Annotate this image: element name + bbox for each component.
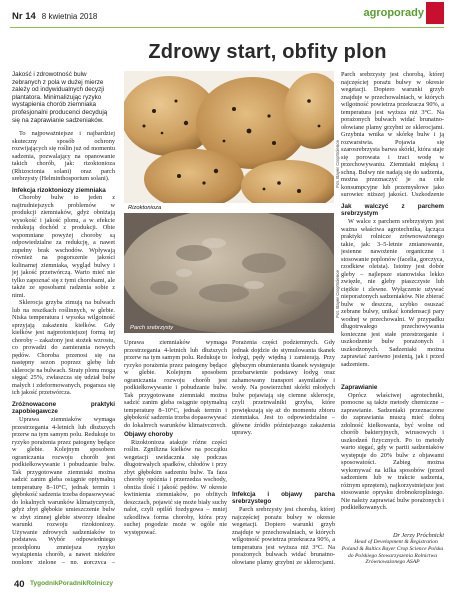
column-3 <box>232 339 335 566</box>
bottom-photo-credit: Fot. Bayer CropScience <box>335 270 340 318</box>
header-divider <box>10 27 444 28</box>
page-footer <box>0 574 454 600</box>
paragraph: Sklerocja grzyba zimują na bulwach lub na resztkach roślinnych, w glebie. Niska temperatura i wysoka wilgotność sprzyjają zakażeniu kiełków. Gdy kiełków jest najprotoniejszej formą tej choroby – zakażony jest stożek wzrostu, co prowadzi do zamierania nowych pędów. Choroba przenosi się na następny sezon poprzez glebę lub sklerocje na bulwach. Straty plonu mogą sięgać 25%, zwłaszcza się udział bulw małych i zdeformowanych, pogarsza się ich jakość przetwórcza. <box>12 299 115 397</box>
issue-number: Nr 14 <box>12 11 36 22</box>
subheading: Jak walczyć z parchem srebrzystym <box>341 203 444 218</box>
paragraph-continued: Parch srebrzysty jest chorobą, której najczęściej porażu bulwy w okresie wegetacji. Dopiero warunki grzyb znajduje w przechowalniach, w których wilgotność powietrza przekracza 90%, a temperatura jest wyższa niż 3°C. Na porażonych bulwach widać brunatno-ołowiane plamy grzybni ze sklerocjami. Grzybnia wnika w skórkę bulw i ją rozwarstwia. Pojawia się szarosrebrzysta barwa skórki, która staje się porowata i traci wodę w przechowywaniu. Ziemniaki miękną i schną. Bulwy nie nadają się do sadzenia, można przeznaczyć je na cele konsumpcyjne lub przemysłowe jako surowiec niższej jakości. Uszkodzenie <box>341 71 444 198</box>
issue-date: 8 kwietnia 2018 <box>41 12 98 21</box>
paragraph-continued: Uprawa ziemniaków wymaga przestrzegania 4-letnich lub dłuższych przerw na tym samym polu. Redukuje to ryzyko porażenia przez patogeny będące w glebie. Kolejnym sposobem ograniczania rozwoju chorób jest podkiełkowywanie i pobudzanie bulw. Tak przygotowane ziemniaki można sadzić zanim gleba osiągnie optymalną temperaturę 8–10°C, jednak termin i głębokość sadzenia trzeba dopasowywać do lokalnych warunków klimatycznych, <box>124 339 227 427</box>
potato-scurf-image <box>124 213 334 333</box>
silver-scurf-photo <box>124 213 334 333</box>
subheading: Zaprawianie <box>341 384 378 392</box>
issue-info <box>12 11 97 22</box>
subheading: Infekcja rizoktoniozy ziemniaka <box>12 186 106 194</box>
page-number: 40 <box>14 579 25 590</box>
paragraph: Uprawa ziemniaków wymaga przestrzegania 4-letnich lub dłuższych przerw na tym samym polu. Redukuje to ryzyko porażenia przez patogeny będące w glebie. Kolejnym sposobem ograniczania rozwoju chorób jest podkiełkowywanie i pobudzanie bulw. Tak przygotowane ziemniaki można sadzić zanim gleba osiągnie optymalną temperaturę 8–10°C, jednak termin i głębokość sadzenia trzeba dopasowywać do lokalnych warunków klimatycznych, gdyż zbyt głębokie umieszczenie bulw w zbyt zimnej glebie stworzy idealne warunki rozwoju rizoktoniozy. Używanie zdrowych sadzeniaków to podstawa. Wybór odpowiedniego przedplonu zmniejsza ryzyko wystąpienia chorób, a nawet niektóre poplony zielone – np. gorczyca – <box>12 416 115 565</box>
section-flag-icon <box>426 2 444 24</box>
article-title: Zdrowy start, obfity plon <box>148 41 387 63</box>
paragraph: Porażenia części podziemnych. Gdy jednak dojdzie do stymulowania tkanek łodygi, pędy więdną i zamierają. Przy głębszym obumieraniu tkanek występuje przebarwienie podstawy łodyg oraz zahamowany transport asymilatów i wody. Na powierzchni skórki młodych bulw pojawiają się ciemne sklerocje, czyli przetrwalniki grzyba, które powiększają się aż do momentu zbioru ziemniaka. Jest to odpowiedzialne – główne źródło późniejszego zakażenia uprawy. <box>232 339 335 436</box>
paragraph: To najpoważniejsze i najbardziej skuteczny sposób ochrony rozwijających się roślin już od momentu sadzenia, pozwalający na opanowanie takich chorób, jak: rizoktonioza (Rhizoctonia solani) oraz parch srebrzysty (Helminthosporium solani). <box>12 130 115 183</box>
page-header <box>0 0 454 34</box>
top-photo-credit: Fot. Bayer CropScience <box>335 140 340 188</box>
paragraph: Choroby bulw to jeden z najtrudniejszych problemów w produkcji ziemniaków, gdyż obniżają wysokość i jakość plonu, a w efekcie redukują dochód z produkcji. Obie wspomniane powyżej choroby są odpowiedzialne za redukcję, a nawet zupełny brak wschodów. Wpływają również na pogorszenie jakości kulinarnej ziemniaka, wygląd bulwy i jej jakość przetwórczą. Warto mieć nie tylko zapoznać się z tymi chorobami, ale także ze sposobami radzenia sobie z nimi. <box>12 194 115 299</box>
potato-image <box>124 71 334 203</box>
subheading: Infekcja i objawy parcha srebrzystego <box>232 491 335 506</box>
bottom-photo-caption: Parch srebrzysty <box>130 325 174 331</box>
column-2 <box>124 339 227 579</box>
author-affiliation: Head of Development & Registration Poland & Baltics Bayer Crop Science Polska do Polskiego Stowarzyszenia Rolnictwa Zrównoważonego ASAP <box>341 539 444 566</box>
paragraph: Parch srebrzysty jest chorobą, której najczęściej porażu bulwy w okresie wegetacji. Dopiero warunki grzyb znajduje w przechowalniach, w których wilgotność powietrza przekracza 90%, a temperatura jest wyższa niż 3°C. Na porażonych bulwach widać brunatno-ołowiane plamy grzybni ze sklerocjami. <box>232 506 335 566</box>
column-4 <box>341 71 444 566</box>
rhizoctonia-photo <box>124 71 334 203</box>
paragraph: Oprócz właściwej agrotechniki, pomocne są także metody chemiczne – zaprawianie. Sadzeniaki przeznaczone do zaprawiania muszą mieć dobrą zdolność kiełkowania, być wolne od chorób bakteryjnych, wirusowych i uszkodzeń fizycznych. Po to metody warto sięgać, gdy w partii sadzeniaków występuje do 20% bulw z objawami sposowatości. Zabieg można wykonywać na kilka sposobów (przed sadzeniem lub w trakcie sadzenia, różnym sprzętem), najkorzystniejsze jest stosowanie oprysku drobnokroplistego. Nie należy zaprawiać bulw porażonych i podkiełkowanych. <box>341 391 444 512</box>
column-1 <box>12 71 115 564</box>
top-photo-caption: Rizoktonioza <box>128 205 162 211</box>
section-brand: agroporady <box>363 7 424 19</box>
subheading: Objawy choroby <box>124 431 173 438</box>
article-intro: Jakość i zdrowotność bulw zebranych z pola w dużej mierze zależy od indywidualnych decyzji plantatora. Minimalizując ryzyko wystąpienia chorób ziemniaka profesjonalni producenci decydują się na zaprawianie sadzeniaków. <box>12 71 108 124</box>
publication-name: TygodnikPoradnikRolniczy <box>30 580 113 587</box>
article-author: Dr Jerzy Próchnicki <box>392 531 444 539</box>
paragraph: Rizoktonioza atakuje różne części roślin. Zgnilizna kiełków na początku wegetacji uwidacznia się podczas długotrwałych spadków, chłodów i przy zbyt głębokim sadzeniu bulw. Ta faza choroby opóźnia i przerzedza wschody, obniża ilość i jakość pędów. W okresie kwitnienia ziemniaków, po obfitych deszczach, pojawić się może biały suchy nalot, czyli opilśń fozdygowa – mniej szkodliwa forma choroby, która przy suchej pogodzie może w ogóle nie występować. <box>124 438 227 536</box>
subheading: Zróżnowacone praktyki zapobiegawcze <box>12 400 115 416</box>
paragraph: W walce z parchem srebrzystym jest ważna właściwa agrotechnika, łącząca praktyki rolnicze zrównoważonego takie, jak: 3–5-letnie zmianowanie, jesienne nawożenie organiczne i stosowanie poplonów (facelia, gorczyca, rzodkiew oleista). Istotny jest dobór gleby – najlepsze stanowiska lekko zwięzłe, nie gleby piaszczyste lub ciężkie i zlewne. Wyłączenie używać nieporażonych sadzeniaków. Nie zbierać bulw w deszczu, szybko osuszać zebrane bulwy, unikać kondensacji pary wodnej w przechowalni. W przypadku długotrwałego przechowywania konieczne jest stałe przestrzeganie i uszkodzenie bulw porażonych i uszkodzonych. Sadzeniaki można zaprawiać zarówno jesienią, jak i przed sadzeniem. <box>341 218 444 368</box>
